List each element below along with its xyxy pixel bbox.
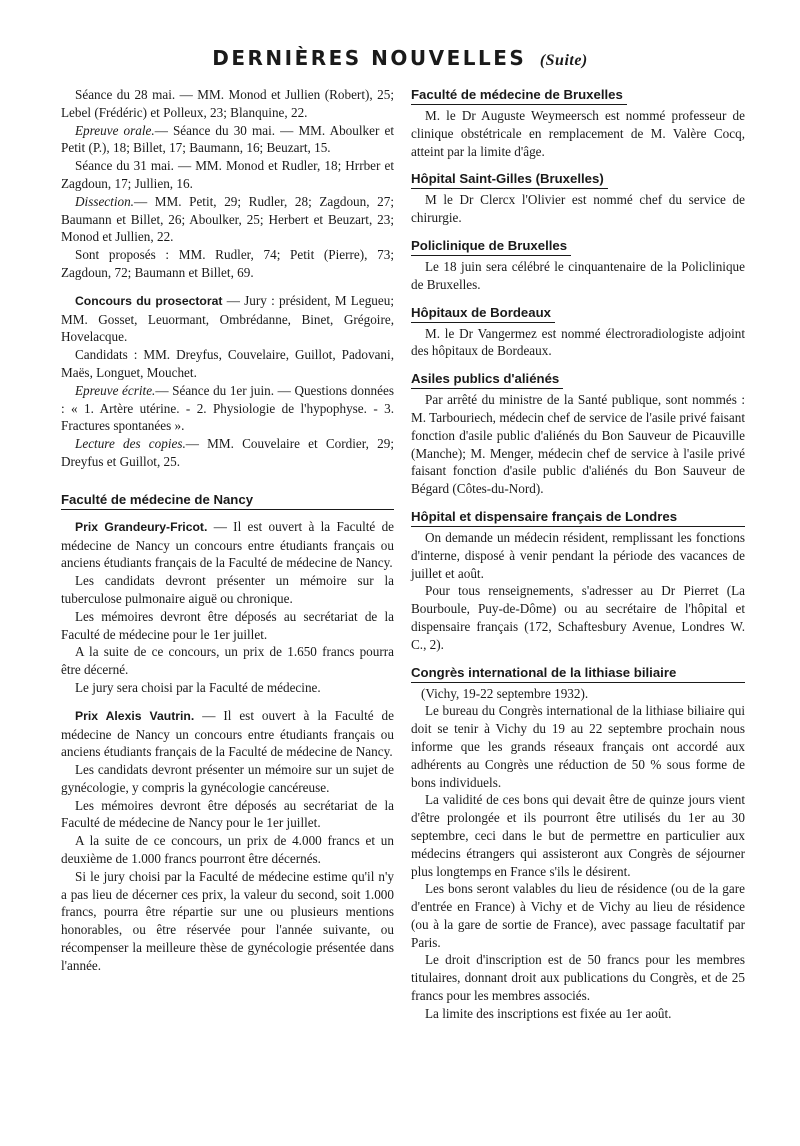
- left-column: [61, 86, 394, 975]
- paragraph: Par arrêté du ministre de la Santé publique, sont nommés : M. Tarbouriech, médecin chef de service de l'asile privé faisant fonction d'asile public d'aliénés du Bon Sauveur de Picauville (Manche); M. Menger, médecin chef de service à l'asile privé faisant fonction d'asile public d'aliénés du Bon Sauveur de Bégard (Côtes-du-Nord).: [411, 392, 745, 497]
- paragraph: [61, 193, 394, 246]
- paragraph: [61, 382, 394, 435]
- run-in-label: Lecture des copies.: [75, 436, 186, 452]
- paragraph: (Vichy, 19-22 septembre 1932).: [421, 685, 589, 701]
- page-title-text: DERNIÈRES NOUVELLES: [212, 46, 527, 70]
- paragraph: On demande un médecin résident, remplissant les fonctions d'interne, disposé à venir pendant la période des vacances de juillet et août.: [411, 529, 745, 581]
- section-heading-bruxelles: Faculté de médecine de Bruxelles: [411, 86, 627, 105]
- paragraph: Le droit d'inscription est de 50 francs pour les membres titulaires, donnant droit aux publications du Congrès, et de 25 francs pour les membres associés.: [411, 952, 745, 1004]
- paragraph: Les candidats devront présenter un mémoire sur un sujet de gynécologie, y compris la gynécologie cancéreuse.: [61, 762, 394, 795]
- paragraph: Pour tous renseignements, s'adresser au Dr Pierret (La Bourboule, Puy-de-Dôme) ou au secrétaire de l'hôpital et dispensaire français (172, Schaftesbury Avenue, Londres W. C., 2).: [411, 583, 745, 652]
- paragraph: Les candidats devront présenter un mémoire sur la tuberculose pulmonaire aiguë ou chronique.: [61, 573, 394, 606]
- paragraph: Séance du 28 mai. — MM. Monod et Jullien (Robert), 25; Lebel (Frédéric) et Polleux, 23; Blanquine, 22.: [61, 87, 394, 120]
- paragraph: Candidats : MM. Dreyfus, Couvelaire, Guillot, Padovani, Maës, Longuet, Mouchet.: [61, 347, 394, 380]
- paragraph-text: — Séance du 30 mai. — MM. Aboulker et Petit (P.), 18; Billet, 17; Baumann, 16; Beuzart, 15.: [61, 122, 394, 156]
- section-heading-londres: Hôpital et dispensaire français de Londres: [411, 508, 745, 527]
- paragraph: A la suite de ce concours, un prix de 4.000 francs et un deuxième de 1.000 francs pourront être décernés.: [61, 833, 394, 867]
- section-heading-nancy: Faculté de médecine de Nancy: [61, 491, 394, 510]
- paragraph: La validité de ces bons qui devait être de quinze jours vient d'être prolongée et ils pourront être utilisés du 1er au 30 septembre, ceci dans le but de permettre en particulier aux médecins étrangers qui assisteront aux Congrès de séjourner plus longtemps en France s'ils le désirent.: [411, 792, 745, 879]
- paragraph: Le jury sera choisi par la Faculté de médecine.: [75, 679, 321, 695]
- paragraph: Séance du 31 mai. — MM. Monod et Rudler, 18; Hrrber et Zagdoun, 17; Jullien, 16.: [61, 158, 394, 191]
- paragraph: M le Dr Clercx l'Olivier est nommé chef du service de chirurgie.: [411, 192, 745, 226]
- paragraph: M. le Dr Auguste Weymeersch est nommé professeur de clinique obstétricale en remplacement de M. Valère Cocq, atteint par la limite d'âge.: [411, 108, 745, 159]
- paragraph-text: — Il est ouvert à la Faculté de médecine de Nancy un concours entre étudiants français ou anciens étudiants français de la Faculté de médecine de Nancy.: [61, 518, 395, 571]
- run-in-label: Epreuve orale.: [75, 122, 155, 138]
- paragraph-text: — Jury : président, M Legueu; MM. Gosset, Leuormant, Ombrédanne, Binet, Grégoire, Hovelacque.: [61, 292, 394, 345]
- paragraph: Les mémoires devront être déposés au secrétariat de la Faculté de médecine de Nancy pour le 1er juillet.: [61, 797, 394, 831]
- paragraph: Si le jury choisi par la Faculté de médecine estime qu'il n'y a pas lieu de décerner ces prix, la valeur du second, soit 1.000 francs, pourra être répartie sur une ou plusieurs mentions honorables, ou être réservée pour l'année suivante, ou récompenser la meilleure thèse de gynécologie présentée dans l'année.: [61, 868, 394, 973]
- page-title: [0, 46, 800, 70]
- paragraph: Les mémoires devront être déposés au secrétariat de la Faculté de médecine pour le 1er juillet.: [61, 608, 394, 642]
- paragraph-text: — Il est ouvert à la Faculté de médecine de Nancy un concours entre étudiants français ou anciens étudiants français de la Faculté de médecine de Nancy.: [61, 707, 395, 760]
- paragraph: [61, 122, 394, 158]
- paragraph: M. le Dr Vangermez est nommé électroradiologiste adjoint des hôpitaux de Bordeaux.: [411, 325, 745, 359]
- run-in-label: Epreuve écrite.: [75, 382, 156, 398]
- section-heading-asiles: Asiles publics d'aliénés: [411, 370, 563, 389]
- paragraph-text: — MM. Petit, 29; Rudler, 28; Zagdoun, 27; Baumann et Billet, 26; Aboulker, 25; Herbert et Beuzart, 23; Monod et Jullien, 22.: [61, 193, 394, 245]
- paragraph: Le bureau du Congrès international de la lithiase biliaire qui doit se tenir à Vichy du 19 au 22 septembre prochain nous informe que les grands réseaux français ont accordé aux adhérents au Congrès une réduction de 50 % sous forme de bons individuels.: [411, 703, 745, 790]
- paragraph: [61, 435, 394, 471]
- page-title-suite: (Suite): [539, 52, 588, 69]
- paragraph: A la suite de ce concours, un prix de 1.650 francs pourra être décerné.: [61, 644, 394, 678]
- paragraph: [61, 292, 394, 346]
- paragraph: Le 18 juin sera célébré le cinquantenaire de la Policlinique de Bruxelles.: [411, 258, 745, 292]
- section-heading-bordeaux: Hôpitaux de Bordeaux: [411, 304, 555, 323]
- paragraph: La limite des inscriptions est fixée au 1er août.: [425, 1005, 672, 1021]
- run-in-label: Prix Grandeury-Fricot.: [75, 519, 208, 534]
- paragraph: [61, 707, 394, 761]
- section-heading-saint-gilles: Hôpital Saint-Gilles (Bruxelles): [411, 170, 608, 189]
- paragraph: Sont proposés : MM. Rudler, 74; Petit (Pierre), 73; Zagdoun, 72; Baumann et Billet, 69.: [61, 247, 394, 280]
- paragraph: Les bons seront valables du lieu de résidence (ou de la gare d'entrée en France) à Vichy et de Vichy au lieu de résidence (ou à la gare de sortie de France), avec passage facultatif par Paris.: [411, 881, 745, 950]
- right-column: [411, 86, 745, 1023]
- run-in-label: Concours du prosectorat: [75, 293, 223, 308]
- run-in-label: Dissection.: [75, 193, 134, 209]
- section-heading-policlinique: Policlinique de Bruxelles: [411, 237, 571, 256]
- run-in-label: Prix Alexis Vautrin.: [75, 708, 195, 723]
- paragraph: [61, 518, 394, 572]
- paragraph-text: — Séance du 1er juin. — Questions données : « 1. Artère utérine. - 2. Physiologie de l'hypophyse. - 3. Fractures spontanées ».: [61, 382, 394, 434]
- paragraph-text: — MM. Couvelaire et Cordier, 29; Dreyfus et Guillot, 25.: [61, 436, 394, 469]
- section-heading-congres: Congrès international de la lithiase biliaire: [411, 664, 745, 683]
